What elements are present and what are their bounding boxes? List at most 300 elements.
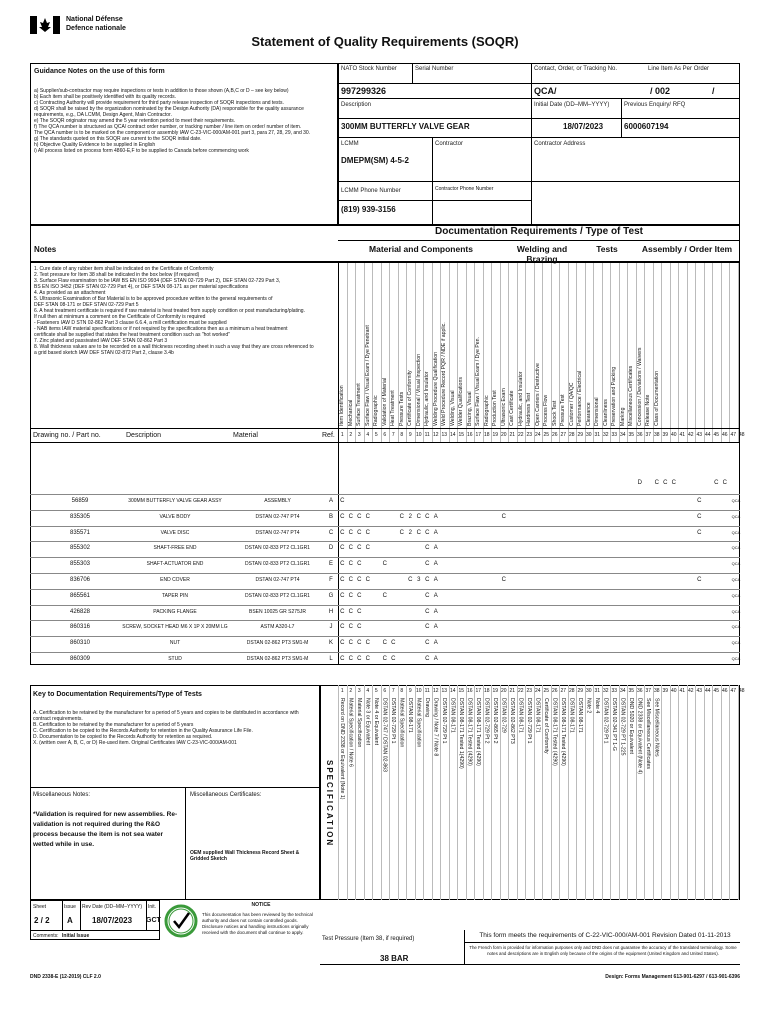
spec-number: 34 <box>619 688 626 694</box>
column-number: 7 <box>391 432 395 438</box>
requirement-mark: C <box>348 624 353 631</box>
column-number: 31 <box>594 432 601 438</box>
qca-label: QCA <box>731 529 741 535</box>
requirement-mark: C <box>425 656 430 662</box>
column-header: Certificate of Conformity <box>407 370 413 426</box>
part-description: STUD <box>168 656 182 662</box>
column-header: Concession / Deviations / Waivers <box>636 347 643 426</box>
column-number: 20 <box>500 432 507 438</box>
requirement-mark: C <box>340 577 345 583</box>
qca-label: QCA <box>731 498 741 503</box>
line-item-label: Line Item As Per Order <box>648 66 710 72</box>
column-header: Welding Procedure Qualification <box>432 351 439 426</box>
spec-entry: DSTAN 02-729 Pt 1 <box>390 698 396 744</box>
column-header: Validation of Material <box>381 377 388 426</box>
column-number: 38 <box>653 432 660 438</box>
line-item-suffix: / <box>712 86 715 96</box>
requirement-mark: C <box>340 624 345 631</box>
header-mark: D <box>637 480 642 486</box>
column-number: 39 <box>662 432 669 438</box>
column-header: Customer / QA/QC <box>568 382 575 426</box>
column-header: Welder Qualifications <box>458 377 464 426</box>
column-header: Surface Flaw / Visual Exam / Dye Penetrant <box>364 325 371 426</box>
requirement-mark: C <box>357 561 362 568</box>
column-number: 14 <box>449 432 456 438</box>
column-number: 37 <box>645 432 652 438</box>
column-header: Weld Procedure Record PQR / NDE if applic. <box>441 322 447 426</box>
spec-number: 29 <box>577 688 584 694</box>
requirement-mark: A <box>433 529 438 536</box>
spec-entry: Record on DND 2338 or Equivalent (Note 1) <box>339 698 345 800</box>
part-description: NUT <box>169 640 181 647</box>
spec-entry: DND 5020 or Equivalent <box>628 698 634 754</box>
requirement-mark: A <box>433 513 438 520</box>
init-label: Init. <box>148 904 157 910</box>
spec-entry: DSTAN 08-171 Tested (4290) <box>560 698 566 766</box>
part-material: DSTAN 02-833 PT2 CL1GR1 <box>245 561 310 568</box>
spec-number: 9 <box>408 688 412 694</box>
guidance-list: a) Supplier/sub-contractor may require inspections or tests in addition to those shown (A,B,C or D – see key below) b) Each item shall be positively identified with its quality records. c) Contracting Authority will provide requirement for third party release inspection of SOQR inspections and tests. d) SOQR shall be raised by the organization nominated by the Design Authority (DA) responsible for the quality assurance requirements, e.g., DA LCMM, Design Agent, Main Contractor. e) The SOQR originator may amend the 5 year retention period to meet their requirements. f) The QCA number is structured as QCA/ contract order number, or tracking number / line item on order/ number of item. The QCA number is to be marked on the component or assembly IAW C-23-VIC-000/AM-001 part 3, para 27, 28, 29, and 30. g) The standards quoted on this SOQR are current to the SOQR initial date. h) Objective Quality Evidence to be supplied in English i) All process listed on process form 4860-E,F to be supplied to Canada before commencing work <box>34 88 311 154</box>
header-mark: C <box>714 480 719 486</box>
spec-entry: DSTAN 08-171 <box>517 698 524 733</box>
spec-entry: DSTAN 08-171 <box>407 698 413 733</box>
spec-number: 26 <box>551 688 558 694</box>
group-assembly: Assembly / Order Item <box>641 244 733 254</box>
spec-number: 1 <box>340 688 344 694</box>
spec-entry: DSTAN 02-729 Pt 1 <box>441 698 447 744</box>
part-number: 835305 <box>69 513 91 520</box>
spec-number: 16 <box>466 688 473 694</box>
requirement-mark: C <box>348 561 353 568</box>
part-number: 56859 <box>71 498 89 504</box>
requirement-mark: A <box>433 608 438 615</box>
spec-number: 17 <box>475 688 482 694</box>
spec-entry: Drawing <box>424 698 430 718</box>
column-number: 22 <box>517 432 524 438</box>
column-header: Surface Treatment <box>356 383 362 426</box>
column-number: 23 <box>526 432 533 438</box>
column-number: 8 <box>400 432 404 438</box>
spec-divider <box>712 685 713 900</box>
column-number: 25 <box>543 432 550 438</box>
column-header: Radiographic <box>373 395 379 426</box>
design-info: Design: Forms Management 613-901-6297 / 613-901-6396 <box>605 974 740 980</box>
requirement-mark: C <box>357 640 362 647</box>
requirement-mark: 3 <box>417 577 421 583</box>
column-number: 26 <box>551 432 558 438</box>
spec-number: 23 <box>526 688 533 694</box>
requirement-mark: C <box>348 577 353 583</box>
spec-entry: DSTAN 02-729 Pt 1 <box>526 698 532 744</box>
requirement-mark: C <box>357 577 362 583</box>
spec-divider <box>687 685 688 900</box>
column-number: 12 <box>432 432 439 438</box>
part-number: 835571 <box>69 529 91 536</box>
spec-entry: Drawing / Note 7 / Note 8 <box>432 698 439 757</box>
spec-divider <box>670 685 671 900</box>
issue-value: A <box>67 916 73 925</box>
header-mark: C <box>654 480 659 486</box>
column-header: Open Carriers / Destructive <box>534 363 541 426</box>
spec-divider <box>729 685 730 900</box>
form-number: DND 2338-E (12-2019) CLF 2.0 <box>30 974 101 980</box>
requirement-mark: C <box>340 640 345 647</box>
column-header: Process Flow <box>543 394 549 426</box>
spec-number: 10 <box>415 688 422 694</box>
column-header: Hardness Test <box>526 392 532 426</box>
column-number: 30 <box>585 432 592 438</box>
requirement-mark: C <box>382 640 387 647</box>
line-item-value: / 002 <box>650 86 671 96</box>
spec-entry: Material Specification <box>356 698 362 748</box>
requirement-mark: C <box>697 577 702 583</box>
spec-number: 14 <box>449 688 456 694</box>
ref-letter: E <box>328 561 333 568</box>
page-title: Statement of Quality Requirements (SOQR) <box>251 34 519 49</box>
part-material: ASTM A320-L7 <box>260 624 295 631</box>
lcmm-phone-label: LCMM Phone Number <box>341 188 401 194</box>
requirement-mark: C <box>340 656 345 662</box>
green-check-icon <box>164 902 198 940</box>
requirement-mark: C <box>348 640 353 647</box>
header-mark: C <box>671 480 676 486</box>
column-number: 5 <box>374 432 378 438</box>
spec-divider <box>695 685 696 900</box>
ref-letter: C <box>328 529 334 536</box>
part-material: DSTAN 02-833 PT2 CL1GR1 <box>245 545 310 552</box>
requirement-mark: C <box>697 529 702 536</box>
qca-label: QCA <box>731 513 741 519</box>
requirement-mark: C <box>382 592 387 599</box>
requirement-mark: C <box>348 656 353 662</box>
issue-label: Issue <box>64 904 76 910</box>
column-number: 13 <box>441 432 448 438</box>
column-header: Pressure Test <box>560 394 566 426</box>
column-header: Mechanical <box>347 399 354 426</box>
spec-entry: DSTAN 08-171 Tested (4290) <box>551 698 558 766</box>
requirement-mark: C <box>416 513 421 520</box>
spec-number: 22 <box>517 688 524 694</box>
requirement-mark: C <box>340 529 345 536</box>
column-number: 45 <box>713 432 720 438</box>
nato-stock-value: 997299326 <box>341 86 387 96</box>
part-description: VALVE DISC <box>160 529 190 536</box>
initial-date-label: Initial Date (DD–MM–YYYY) <box>534 102 610 108</box>
column-header: Hydraulic, and Insulator <box>517 371 524 426</box>
part-number: 860310 <box>69 640 91 647</box>
column-header: Cleanliness <box>602 399 609 426</box>
column-number: 32 <box>602 432 609 438</box>
requirement-mark: C <box>357 592 362 599</box>
requirement-mark: C <box>357 513 362 520</box>
column-number: 43 <box>696 432 703 438</box>
spec-entry: DSTAN 08-171 Tested (4290) <box>475 698 481 766</box>
column-number: 27 <box>560 432 567 438</box>
requirement-mark: C <box>340 498 345 504</box>
column-header: Item Identification <box>339 385 345 426</box>
requirement-mark: C <box>425 640 430 647</box>
part-description: END COVER <box>160 577 190 583</box>
requirement-mark: A <box>433 592 438 599</box>
contractor-label: Contractor <box>435 141 464 147</box>
requirement-mark: C <box>425 529 430 536</box>
spec-entry: DSTAN 02-747 / DSTAN 02-863 <box>381 698 388 772</box>
column-number: 15 <box>458 432 465 438</box>
key-title: Key to Documentation Requirements/Type of Tests <box>33 691 202 698</box>
ref-letter: J <box>329 624 333 631</box>
nato-stock-label: NATO Stock Number <box>341 66 397 72</box>
group-welding: Welding and Brazing <box>516 244 568 264</box>
requirement-mark: C <box>425 592 430 599</box>
spec-number: 36 <box>636 688 643 694</box>
spec-divider <box>738 685 739 900</box>
column-header: Hydraulic, and Insulator <box>424 371 430 426</box>
part-number: 855302 <box>69 545 91 552</box>
requirement-mark: C <box>340 513 345 520</box>
requirement-mark: C <box>340 545 345 552</box>
ref-letter: A <box>328 498 333 504</box>
spec-number: 30 <box>585 688 592 694</box>
column-number: 3 <box>357 432 361 438</box>
column-number: 33 <box>611 432 618 438</box>
requirement-mark: C <box>348 529 353 536</box>
test-pressure-value: 38 BAR <box>380 954 409 963</box>
requirement-mark: C <box>365 545 370 552</box>
requirement-mark: C <box>501 513 506 520</box>
group-material: Material and Components <box>369 244 473 254</box>
spec-entry: DSTAN 02-341 PT 1-G <box>611 698 617 751</box>
requirement-mark: C <box>365 656 370 662</box>
spec-number: 21 <box>509 688 516 694</box>
qca-label: QCA <box>731 624 741 630</box>
spec-number: 44 <box>704 688 711 694</box>
ref-letter: H <box>328 608 334 615</box>
column-number: 16 <box>466 432 473 438</box>
column-number: 21 <box>509 432 516 438</box>
requirement-mark: C <box>365 640 370 647</box>
part-material: ASSEMBLY <box>264 498 291 504</box>
comments-label: Comments: <box>33 933 59 939</box>
column-number: 44 <box>704 432 711 438</box>
spec-entry: DND 2338 or Equivalent (Note 4) <box>636 698 643 775</box>
requirement-mark: C <box>425 545 430 552</box>
spec-number: 33 <box>611 688 618 694</box>
column-number: 35 <box>628 432 635 438</box>
spec-number: 46 <box>721 688 728 694</box>
col-drawing-label: Drawing no. / Part no. <box>33 432 101 439</box>
column-header: Surface Flaw / Visual Exam / Dye Pen. <box>475 337 481 426</box>
requirement-mark: C <box>365 513 370 520</box>
requirement-mark: C <box>501 577 506 583</box>
requirement-mark: C <box>399 529 404 536</box>
column-header: Welding, Visual <box>449 390 456 426</box>
requirement-mark: C <box>340 608 345 615</box>
col-material-label: Material <box>233 432 258 439</box>
spec-entry: Note 2 <box>585 698 592 714</box>
key-list: A. Certification to be retained by the manufacturer for a period of 5 years and copies to be distributed in accordance with contract requirements. B. Certification to be retained by the manufacturer for a period of 5 years C. Certification to be copied to the Records Authority for retention in the Quality Assurance Life File. D. Documentation to be copied to the Records Authority for retention as required. X. (written over A, B, C, or D) Re-used item. Original Certificates IAW C-23-VIC-000/AM-001 <box>33 710 299 746</box>
requirement-mark: C <box>697 498 702 504</box>
requirement-mark: C <box>348 513 353 520</box>
spec-entry: DSTAN 02-729 PT 1-225 <box>619 698 626 756</box>
ref-letter: D <box>328 545 334 552</box>
requirement-mark: C <box>391 656 396 662</box>
spec-number: 35 <box>628 688 635 694</box>
column-header: Class of Documentation <box>653 370 660 426</box>
spec-number: 37 <box>645 688 652 694</box>
init-value: GCT <box>146 917 161 924</box>
requirement-mark: C <box>357 656 362 662</box>
qca-label: QCA <box>731 561 741 567</box>
spec-number: 5 <box>374 688 378 694</box>
spec-number: 40 <box>670 688 677 694</box>
qca-label: QCA <box>731 608 741 614</box>
column-number: 42 <box>687 432 694 438</box>
requirement-mark: C <box>357 545 362 552</box>
lcmm-phone-value: (819) 939-3156 <box>341 205 396 214</box>
column-header: Radiographic <box>483 395 490 426</box>
requirement-mark: C <box>399 513 404 520</box>
spec-number: 25 <box>543 688 550 694</box>
requirement-mark: C <box>365 577 370 583</box>
spec-entry: DSTAN 02-729 <box>500 698 507 733</box>
spec-entry: See Miscellaneous Notes <box>653 698 660 757</box>
spec-number: 20 <box>500 688 507 694</box>
spec-entry: DSTAN 02-862 PT3 <box>509 698 515 744</box>
misc-note-text: *Validation is required for new assemblies. Re-validation is not required during the R&O process because the item is not sea water wetted while in use. <box>33 811 178 848</box>
column-header: Preservation and Packing <box>611 366 617 426</box>
spec-number: 3 <box>357 688 361 694</box>
part-material: DSTAN 02-747 PT4 <box>255 577 300 583</box>
requirement-mark: C <box>425 624 430 631</box>
ref-letter: K <box>328 640 333 647</box>
notice-text: This documentation has been reviewed by the technical authority and does not contain controlled goods. Disclosure notices and handling instructions originally received with the document shall continue to apply. <box>202 912 313 935</box>
spec-divider <box>704 685 705 900</box>
prev-enquiry-value: 6000607194 <box>624 122 669 131</box>
qca-label: QCA <box>731 592 741 598</box>
spec-number: 18 <box>483 688 490 694</box>
spec-number: 2 <box>349 688 353 694</box>
requirement-mark: 2 <box>408 529 412 536</box>
header-mark: C <box>722 480 727 486</box>
part-number: 855303 <box>69 561 91 568</box>
column-number: 46 <box>721 432 728 438</box>
spec-title: SPECIFICATION <box>325 760 334 848</box>
ref-letter: F <box>329 577 333 583</box>
spec-entry: Material Specification <box>398 698 405 748</box>
spec-entry: Note 3 or Equivalent <box>364 698 371 746</box>
part-material: DSTAN 02-747 PT4 <box>255 513 300 520</box>
part-description: PACKING FLANGE <box>153 608 197 615</box>
notice-title: NOTICE <box>251 902 271 908</box>
spec-entry: Note 4 or Equivalent <box>373 698 379 746</box>
spec-number: 31 <box>594 688 601 694</box>
requirement-mark: C <box>357 624 362 631</box>
spec-entry: DSTAN 08-171 <box>449 698 456 733</box>
misc-cert-text: OEM supplied Wall Thickness Record Sheet & Gridded Sketch <box>190 850 300 862</box>
requirement-mark: C <box>416 529 421 536</box>
column-number: 28 <box>568 432 575 438</box>
requirement-mark: C <box>382 656 387 662</box>
part-material: BSEN 10025 GR S275JR <box>249 608 306 615</box>
spec-number: 45 <box>713 688 720 694</box>
column-header: Heat Treatment <box>390 390 396 426</box>
part-number: 865561 <box>69 592 91 599</box>
contractor-address-label: Contractor Address <box>534 141 586 147</box>
spec-entry: Note 4 <box>594 698 600 714</box>
spec-number: 42 <box>687 688 694 694</box>
requirement-mark: C <box>697 513 702 520</box>
requirement-mark: C <box>425 608 430 615</box>
spec-entry: Material Specification / Note 6 <box>347 698 354 767</box>
column-number: 24 <box>534 432 541 438</box>
spec-number: 27 <box>560 688 567 694</box>
requirement-mark: A <box>433 545 438 552</box>
column-number: 10 <box>415 432 422 438</box>
spec-number: 11 <box>424 688 430 694</box>
requirement-mark: C <box>365 529 370 536</box>
column-number: 1 <box>340 432 344 438</box>
spec-entry: Certificate of Conformity <box>543 698 549 754</box>
part-material: DSTAN 02-833 PT2 CL1GR1 <box>245 592 310 599</box>
spec-entry: DSTAN 02-729 Pt 1 <box>602 698 609 744</box>
part-description: VALVE BODY <box>159 513 191 520</box>
column-header: Shock Test <box>551 400 558 426</box>
guidance-title: Guidance Notes on the use of this form <box>34 68 165 75</box>
sheet-value: 2 / 2 <box>34 916 50 925</box>
ref-letter: L <box>329 656 333 662</box>
part-number: 860316 <box>69 624 91 631</box>
spec-entry: DSTAN 08-171 Tested (4290) <box>466 698 473 766</box>
requirement-mark: C <box>382 561 387 568</box>
column-header: Dimensional <box>594 397 600 426</box>
serial-label: Serial Number <box>415 66 454 72</box>
misc-notes-label: Miscellaneous Notes: <box>33 792 91 798</box>
doc-req-title: Documentation Requirements / Type of Test <box>435 226 643 237</box>
spec-number: 41 <box>679 688 686 694</box>
qca-label: QCA <box>731 545 741 551</box>
spec-entry: DSTAN 08-171 Tested 1(4290) <box>458 698 464 769</box>
requirement-mark: C <box>408 577 413 583</box>
column-number: 11 <box>424 432 430 438</box>
comments-value: Initial Issue <box>62 933 90 939</box>
column-header: Dimensional / Visual Inspection <box>415 354 422 426</box>
spec-entry: DSTAN 02-729 Pt 2 <box>483 698 490 744</box>
contract-value: QCA/ <box>534 86 557 96</box>
canada-flag-icon <box>30 16 60 34</box>
part-number: 836706 <box>69 577 91 583</box>
spec-number: 15 <box>458 688 465 694</box>
column-number: 47 <box>730 432 737 438</box>
column-header: Performance / Electrical <box>577 370 583 426</box>
header-mark: C <box>663 480 668 486</box>
requirement-mark: A <box>433 561 438 568</box>
org-line2: Defence nationale <box>66 25 126 32</box>
column-number: 36 <box>636 432 643 438</box>
requirement-mark: C <box>340 561 345 568</box>
requirement-mark: C <box>340 592 345 599</box>
rev-date-label: Rev Date (DD–MM–YYYY) <box>82 904 143 910</box>
column-number: 41 <box>679 432 686 438</box>
lcmm-label: LCMM <box>341 141 359 147</box>
spec-entry: Material Specification <box>415 698 422 748</box>
column-number: 48 <box>738 432 745 438</box>
requirement-mark: C <box>357 529 362 536</box>
column-number: 19 <box>492 432 499 438</box>
requirement-mark: A <box>433 640 438 647</box>
requirement-mark: C <box>357 608 362 615</box>
column-header: Release Note <box>645 394 651 426</box>
column-number: 40 <box>670 432 677 438</box>
